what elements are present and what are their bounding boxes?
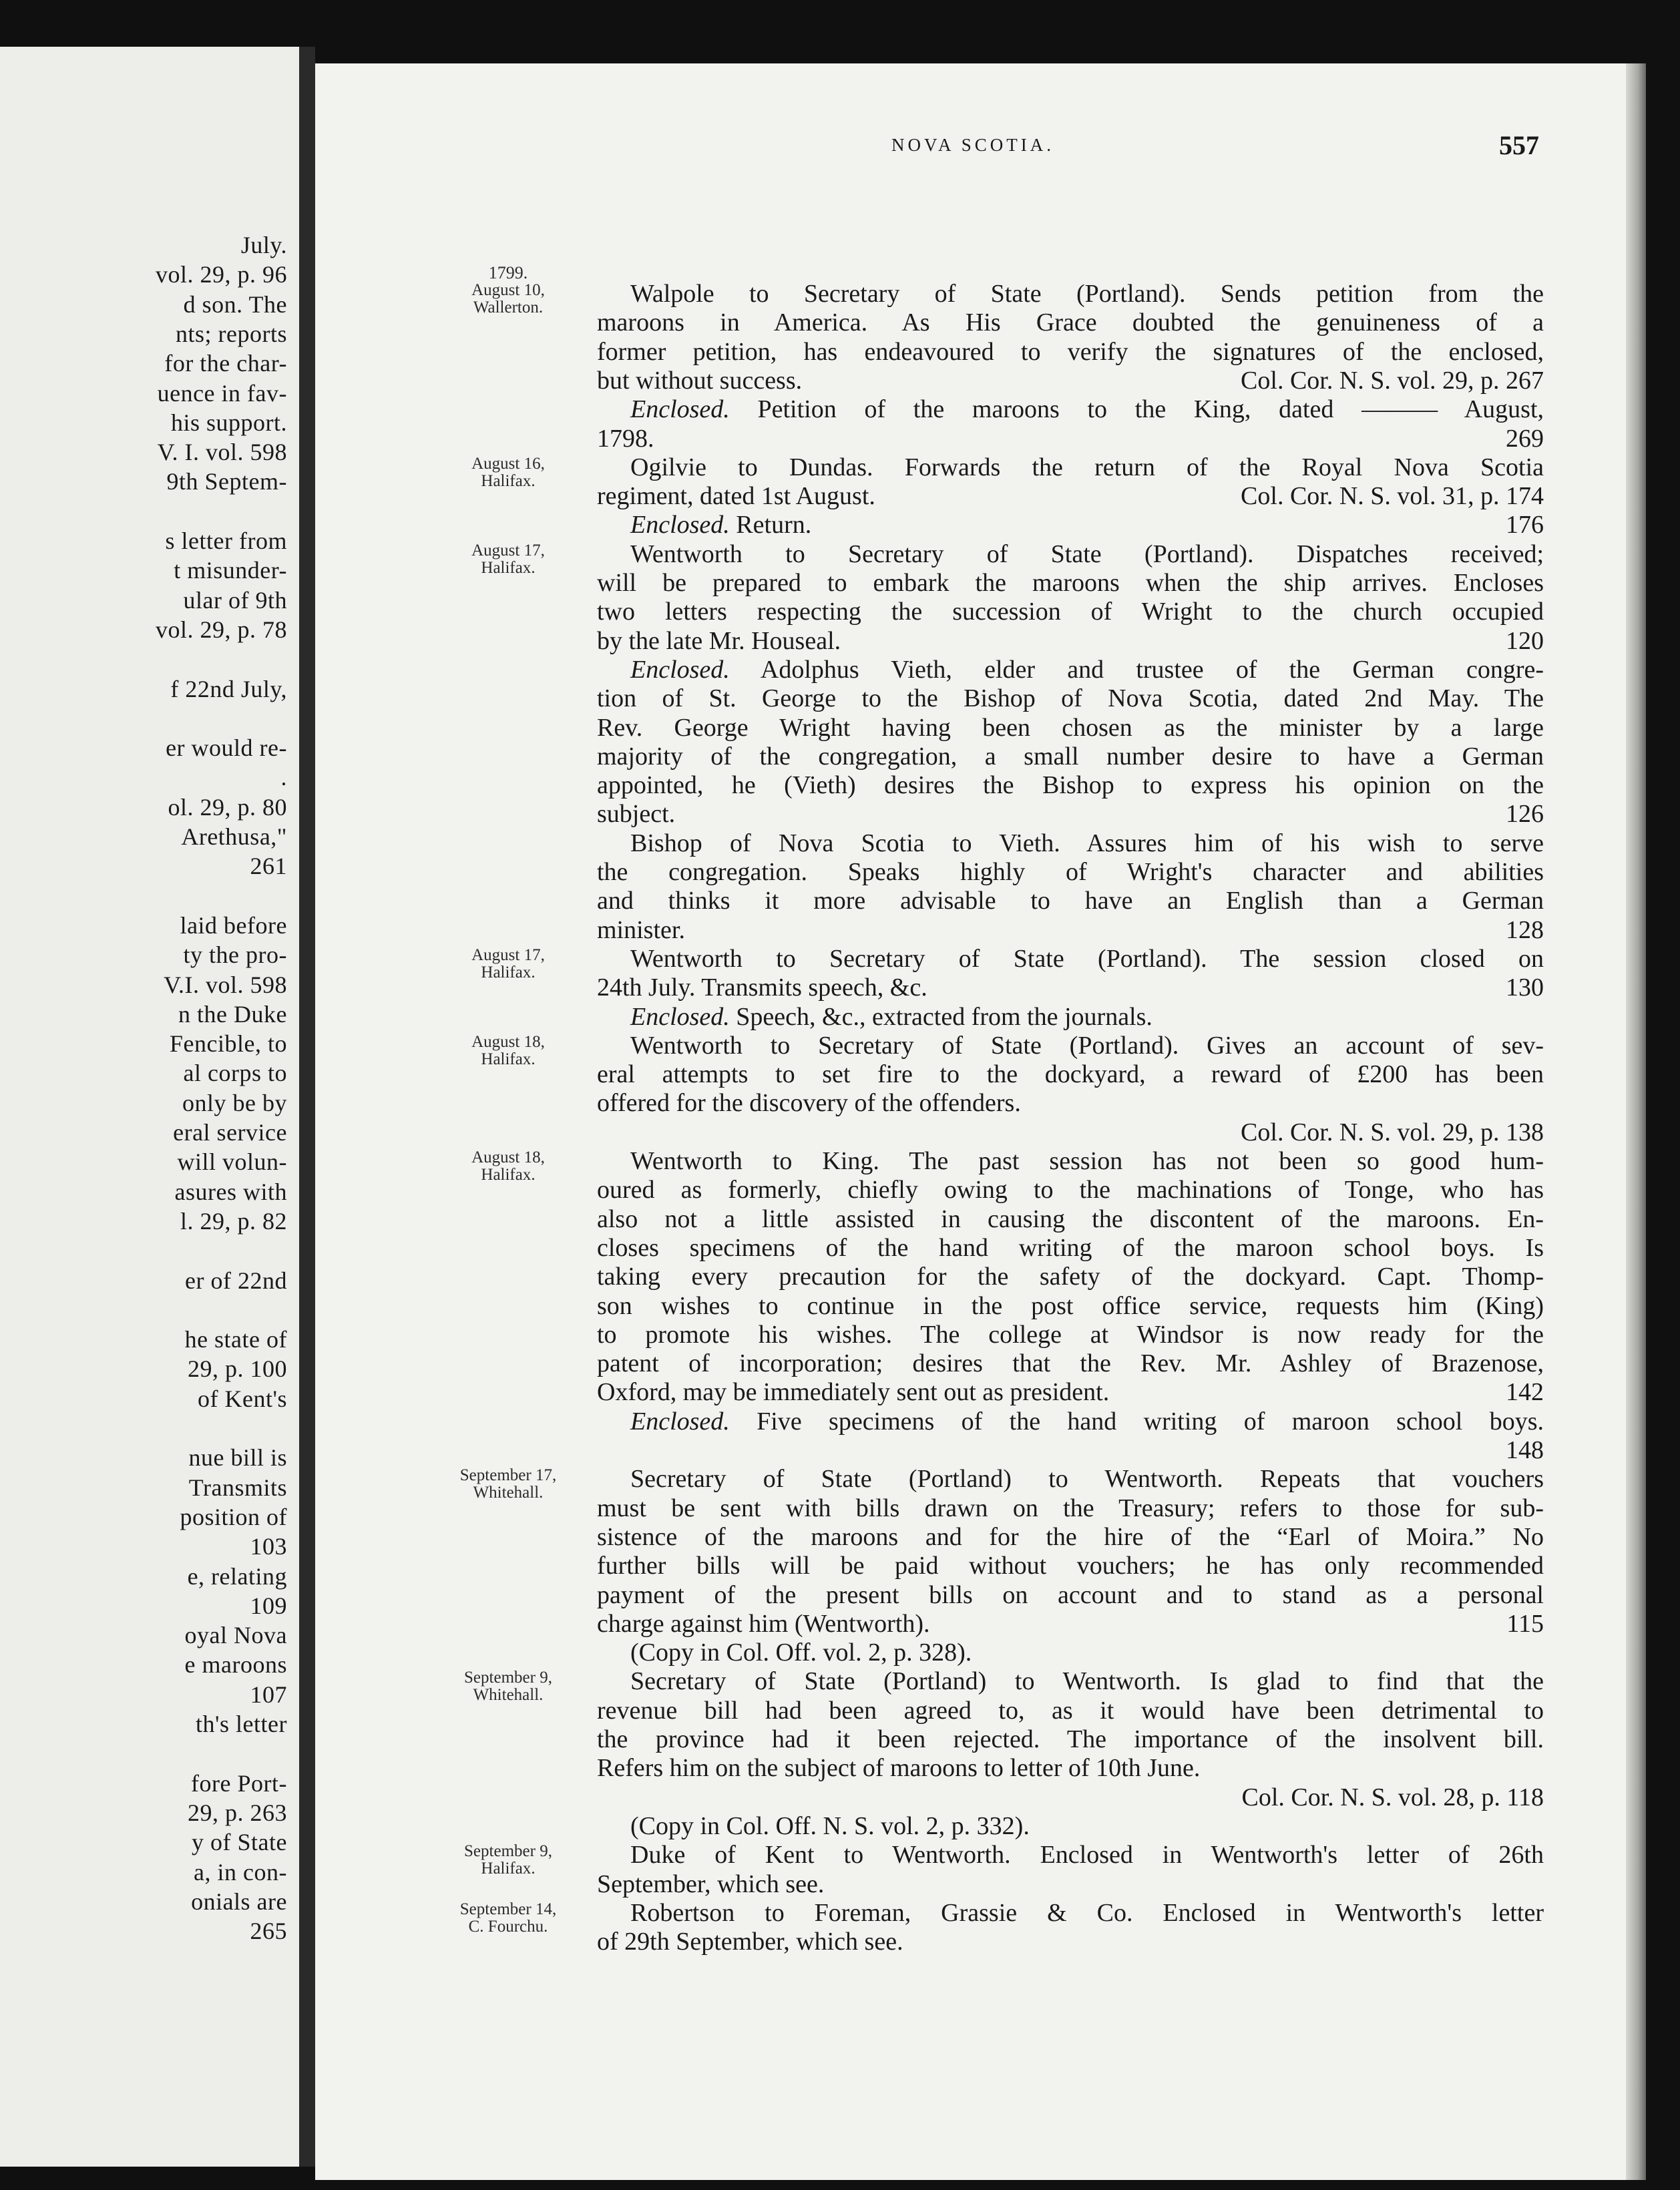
line-text: (Copy in Col. Off. vol. 2, p. 328). [630, 1638, 972, 1667]
enclosed-label: Enclosed. [630, 511, 730, 539]
line-text: payment of the present bills on account and to stand as a personal [597, 1580, 1544, 1609]
entry-text-line [597, 771, 1544, 800]
line-text: tion of St. George to the Bishop of Nova Scotia, dated 2nd May. The [597, 684, 1544, 713]
entry-text-line [597, 1349, 1544, 1378]
entry-place: Whitehall. [473, 1484, 544, 1502]
line-text: 24th July. Transmits speech, &c. [597, 973, 927, 1002]
entry-text-line [597, 1002, 1544, 1032]
entry-date: September 9, [464, 1669, 552, 1687]
entry-text-line [597, 1522, 1544, 1552]
entry-text-line [597, 337, 1544, 367]
line-text: closes specimens of the hand writing of the maroon school boys. Is [597, 1233, 1544, 1262]
line-text: Bishop of Nova Scotia to Vieth. Assures him of his wish to serve [630, 829, 1544, 857]
line-text: will be prepared to embark the maroons when the ship arrives. Encloses [597, 569, 1544, 597]
line-text: Robertson to Foreman, Grassie & Co. Enclosed in Wentworth's letter [630, 1898, 1544, 1927]
entry-text-line [597, 1638, 1544, 1667]
reference-citation: 126 [1506, 800, 1544, 829]
entry-text-line [597, 973, 1544, 1002]
left-fragment-line: s letter from [165, 527, 287, 554]
entry-date: August 10, [471, 281, 545, 299]
left-fragment-line: t misunder- [174, 557, 287, 584]
left-fragment-line: 109 [250, 1592, 287, 1619]
entry-place: Wallerton. [473, 298, 544, 316]
left-fragment-line: will volun- [177, 1148, 287, 1176]
line-text: must be sent with bills drawn on the Treasury; refers to those for sub- [597, 1494, 1544, 1522]
entry-text-line [597, 279, 1544, 308]
left-fragment-line: er would re- [166, 734, 287, 762]
entry-text-line [597, 1840, 1544, 1870]
entry-text-line [597, 684, 1544, 713]
entry-text-line [597, 742, 1544, 771]
line-text: offered for the discovery of the offenders. [597, 1089, 1021, 1118]
line-text: Secretary of State (Portland) to Wentworth. Repeats that vouchers [630, 1465, 1544, 1494]
left-fragment-line: fore Port- [191, 1769, 287, 1797]
entry-text-line [597, 1811, 1544, 1841]
line-text: September, which see. [597, 1870, 825, 1898]
entry-date-note [438, 542, 578, 577]
left-fragment-line: Transmits [188, 1474, 287, 1501]
line-text: Refers him on the subject of maroons to letter of 10th June. [597, 1754, 1201, 1783]
left-fragment-line: of Kent's [198, 1385, 287, 1412]
entry-text-line [597, 915, 1544, 945]
left-fragment-line: 103 [250, 1533, 287, 1560]
left-fragment-line: laid before [180, 911, 287, 939]
line-text: Wentworth to Secretary of State (Portland). The session closed on [630, 944, 1544, 973]
entry-date: August 17, [471, 541, 545, 560]
entry-text-line [597, 626, 1544, 656]
entry-place: Halifax. [481, 558, 536, 577]
enclosed-text: Five specimens of the hand writing of maroon school boys. [729, 1407, 1544, 1436]
reference-citation: Col. Cor. N. S. vol. 29, p. 267 [1241, 366, 1544, 395]
line-text: regiment, dated 1st August. [597, 482, 875, 511]
entry-date-note [438, 1149, 578, 1184]
entry-text-line [597, 1870, 1544, 1899]
entry-text-line [597, 655, 1544, 684]
left-fragment-line: ty the pro- [183, 941, 287, 969]
line-text: Rev. George Wright having been chosen as the minister by a large [597, 713, 1544, 742]
entry-text-line [597, 1580, 1544, 1610]
line-text: the province had it been rejected. The importance of the insolvent bill. [597, 1725, 1544, 1753]
running-head: NOVA SCOTIA. [891, 135, 1055, 155]
entry-text-line [597, 1031, 1544, 1060]
entry-text-line [597, 453, 1544, 482]
entry-date: August 18, [471, 1032, 545, 1051]
page-number: 557 [1499, 130, 1539, 160]
line-text: Wentworth to King. The past session has not been so good hum- [630, 1147, 1544, 1175]
entry-year: 1799. [488, 263, 528, 282]
entry-date-note [438, 1034, 578, 1068]
line-text: Wentworth to Secretary of State (Portland). Gives an account of sev- [630, 1031, 1544, 1060]
left-fragment-line: nts; reports [176, 320, 287, 347]
reference-citation: Col. Cor. N. S. vol. 31, p. 174 [1241, 482, 1544, 511]
line-text: (Copy in Col. Off. N. S. vol. 2, p. 332). [630, 1811, 1030, 1840]
entry-place: Halifax. [481, 471, 536, 490]
entry-text-line [597, 944, 1544, 973]
entry-text-line [597, 1407, 1544, 1436]
entry-place: Halifax. [481, 1050, 536, 1068]
left-fragment-line: f 22nd July, [170, 675, 287, 702]
entry-text-line [597, 1291, 1544, 1321]
entry-text-line [597, 1175, 1544, 1204]
entry-text-line [597, 1320, 1544, 1349]
enclosed-label: Enclosed. [630, 1002, 730, 1031]
reference-citation: Col. Cor. N. S. vol. 28, p. 118 [1241, 1783, 1544, 1811]
left-fragment-line: oyal Nova [184, 1622, 287, 1649]
left-fragment-line: his support. [170, 409, 287, 436]
left-fragment-line: V.I. vol. 598 [164, 971, 287, 998]
left-fragment-line: n the Duke [178, 1000, 287, 1028]
line-text: maroons in America. As His Grace doubted the genuineness of a [597, 308, 1544, 337]
line-text: and thinks it more advisable to have an English than a German [597, 887, 1544, 915]
line-text: former petition, has endeavoured to verify the signatures of the enclosed, [597, 337, 1544, 366]
entry-text-line [597, 1551, 1544, 1580]
entry-date: August 17, [471, 945, 545, 964]
entry-text-line [597, 1233, 1544, 1263]
entry-place: Halifax. [481, 1166, 536, 1184]
enclosed-text: Speech, &c., extracted from the journals. [729, 1002, 1152, 1031]
left-fragment-line: 29, p. 100 [188, 1355, 287, 1383]
line-text: further bills will be paid without vouchers; he has only recommended [597, 1552, 1544, 1580]
enclosed-text: Return. [729, 511, 812, 539]
line-text: Duke of Kent to Wentworth. Enclosed in Wentworth's letter of 26th [630, 1841, 1544, 1870]
entry-place: Whitehall. [473, 1686, 544, 1705]
entry-text-line [597, 1377, 1544, 1407]
left-fragment-line: he state of [184, 1326, 287, 1353]
line-text: Secretary of State (Portland) to Wentworth. Is glad to find that the [630, 1667, 1544, 1696]
entry-date-note [438, 1843, 578, 1878]
entry-text-line [597, 395, 1544, 424]
line-text: Oxford, may be immediately sent out as president. [597, 1378, 1110, 1407]
line-text: by the late Mr. Houseal. [597, 626, 841, 655]
entry-text-line [597, 1060, 1544, 1089]
line-text: 1798. [597, 424, 654, 453]
entry-date: September 17, [459, 1466, 557, 1485]
reference-citation: 142 [1506, 1378, 1544, 1407]
left-fragment-line: nue bill is [188, 1444, 287, 1472]
left-fragment-line: vol. 29, p. 96 [155, 261, 287, 288]
line-text: Walpole to Secretary of State (Portland). Sends petition from the [630, 280, 1544, 308]
line-text: revenue bill had been agreed to, as it would have been detrimental to [597, 1696, 1544, 1725]
entry-text-line [597, 424, 1544, 453]
entry-date: August 18, [471, 1148, 545, 1166]
line-text: sistence of the maroons and for the hire of the “Earl of Moira.” No [597, 1522, 1544, 1551]
left-fragment-line: vol. 29, p. 78 [155, 616, 287, 643]
line-text: also not a little assisted in causing the discontent of the maroons. En- [597, 1204, 1544, 1233]
line-text: oured as formerly, chiefly owing to the machinations of Tonge, who has [597, 1176, 1544, 1204]
line-text: to promote his wishes. The college at Windsor is now ready for the [597, 1320, 1544, 1349]
entry-text-line [597, 1609, 1544, 1638]
left-fragment-line: uence in fav- [157, 379, 287, 407]
entry-text-line [597, 481, 1544, 511]
line-text: Wentworth to Secretary of State (Portland). Dispatches received; [630, 539, 1544, 568]
reference-citation: 176 [1506, 511, 1544, 539]
reference-citation: 128 [1506, 915, 1544, 944]
entry-text-line [597, 1146, 1544, 1176]
reference-citation: 130 [1506, 973, 1544, 1002]
entry-date-note [438, 947, 578, 981]
line-text: minister. [597, 915, 685, 944]
entry-text-line [597, 1464, 1544, 1494]
left-fragment-line: l. 29, p. 82 [180, 1207, 287, 1235]
enclosed-text: Adolphus Vieth, elder and trustee of the German congre- [729, 655, 1544, 684]
entry-date-note [438, 1467, 578, 1502]
entry-place: Halifax. [481, 963, 536, 981]
left-fragment-line: e maroons [184, 1651, 287, 1679]
line-text: appointed, he (Vieth) desires the Bishop to express his opinion on the [597, 771, 1544, 800]
entry-text-line [597, 1494, 1544, 1523]
entry-date-note [438, 1669, 578, 1704]
reference-citation: 148 [1506, 1436, 1544, 1464]
left-fragment-line: er of 22nd [185, 1267, 287, 1294]
line-text: eral attempts to set fire to the dockyard, a reward of £200 has been [597, 1060, 1544, 1089]
entry-text-line [597, 366, 1544, 395]
enclosed-text: Petition of the maroons to the King, dated ——— August, [729, 395, 1544, 424]
left-fragment-line: asures with [174, 1178, 287, 1205]
line-text: charge against him (Wentworth). [597, 1609, 930, 1638]
left-fragment-line: July. [240, 232, 287, 258]
left-fragment-line: ol. 29, p. 80 [168, 793, 287, 821]
left-fragment-line: eral service [173, 1119, 287, 1146]
line-text: of 29th September, which see. [597, 1928, 903, 1956]
line-text: Ogilvie to Dundas. Forwards the return of the Royal Nova Scotia [630, 453, 1544, 481]
entry-text-line [597, 568, 1544, 598]
entry-text-line [597, 886, 1544, 915]
left-fragment-line: th's letter [196, 1711, 287, 1737]
line-text: subject. [597, 800, 676, 829]
left-fragment-line: only be by [182, 1089, 287, 1116]
line-text: the congregation. Speaks highly of Wright's character and abilities [597, 858, 1544, 886]
reference-citation: Col. Cor. N. S. vol. 29, p. 138 [1241, 1118, 1544, 1146]
entry-text-line [597, 713, 1544, 742]
entry-text-line [597, 1204, 1544, 1234]
left-fragment-line: position of [180, 1503, 287, 1530]
entry-text-line [597, 1696, 1544, 1725]
enclosed-label: Enclosed. [630, 1407, 730, 1436]
line-text: but without success. [597, 366, 803, 395]
entry-date: September 14, [459, 1900, 557, 1918]
line-text: patent of incorporation; desires that the Rev. Mr. Ashley of Brazenose, [597, 1349, 1544, 1378]
left-fragment-line: e, relating [187, 1562, 287, 1590]
line-text: taking every precaution for the safety of the dockyard. Capt. Thomp- [597, 1263, 1544, 1291]
left-fragment-line: 9th Septem- [166, 468, 287, 495]
left-fragment-line: 29, p. 263 [188, 1799, 287, 1826]
entry-text-line [597, 1667, 1544, 1696]
entry-date: August 16, [471, 454, 545, 473]
left-fragment-line: 265 [250, 1918, 287, 1945]
left-fragment-line: 107 [250, 1681, 287, 1708]
entry-text-line [597, 1753, 1544, 1783]
entry-text-line [597, 1262, 1544, 1291]
entry-text-line [597, 857, 1544, 887]
left-fragment-line: for the char- [164, 350, 287, 377]
left-fragment-line: ular of 9th [183, 586, 287, 614]
entry-text-line [597, 799, 1544, 829]
entry-place: Halifax. [481, 1859, 536, 1878]
left-fragment-line: V. I. vol. 598 [157, 439, 287, 466]
left-fragment-line: onials are [191, 1888, 287, 1915]
entry-date-note [438, 455, 578, 490]
left-fragment-line: 261 [250, 853, 287, 880]
entry-text-line [597, 597, 1544, 626]
entry-date-note [438, 264, 578, 316]
entry-text-line [597, 510, 1544, 539]
entry-text-line [597, 1088, 1544, 1118]
entry-text-line [597, 1927, 1544, 1956]
entry-text-line [597, 829, 1544, 858]
line-text: two letters respecting the succession of Wright to the church occupied [597, 598, 1544, 626]
entry-date: September 9, [464, 1842, 552, 1861]
left-fragment-line: al corps to [183, 1060, 287, 1087]
entry-text-line [597, 539, 1544, 569]
left-fragment-line: Arethusa," [181, 823, 287, 850]
line-text: son wishes to continue in the post office service, requests him (King) [597, 1291, 1544, 1320]
left-fragment-line: y of State [192, 1829, 287, 1856]
enclosed-label: Enclosed. [630, 395, 730, 424]
left-fragment-line: Fencible, to [170, 1030, 287, 1058]
reference-citation: 269 [1506, 424, 1544, 453]
entry-place: C. Fourchu. [468, 1917, 548, 1936]
left-fragment-line: d son. The [183, 290, 287, 318]
line-text: majority of the congregation, a small number desire to have a German [597, 742, 1544, 771]
entry-text-line [597, 308, 1544, 337]
left-fragment-line: a, in con- [194, 1858, 287, 1886]
reference-citation: 115 [1506, 1609, 1544, 1638]
left-fragment-line: . [280, 764, 287, 791]
reference-citation: 120 [1506, 626, 1544, 655]
entry-date-note [438, 1901, 578, 1936]
entry-text-line [597, 1725, 1544, 1754]
enclosed-label: Enclosed. [630, 655, 730, 684]
entry-text-line [597, 1898, 1544, 1928]
